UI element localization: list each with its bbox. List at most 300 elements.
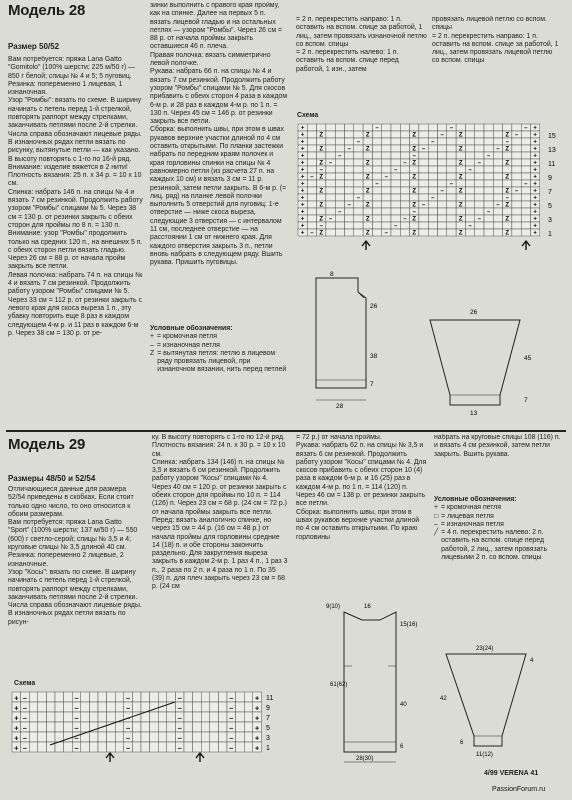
chart-symbol: Z — [365, 216, 370, 223]
chart-symbol: – — [310, 174, 314, 181]
chart-cell — [438, 152, 447, 159]
chart-symbol: + — [254, 713, 260, 723]
chart-cell — [132, 702, 141, 712]
chart-cell — [317, 124, 326, 131]
chart-cell — [428, 145, 437, 152]
chart-cell — [158, 742, 167, 752]
diagram-h1-label: 61(62) — [330, 682, 348, 688]
model28-col3-top: = 2 п. перекрестить направо: 1 п. оставить на вспом. спице за работой, 1 лиц., затем провязать изнаночной петлю со вспом. спицы = 2 п. перекрестить налево: 1 п. оставить на вспом. спице перед работой, 1 изн., затем — [296, 16, 427, 73]
chart-symbol: Z — [365, 146, 370, 153]
chart-cell — [218, 722, 227, 732]
chart-cell — [46, 732, 55, 742]
chart-cell — [210, 722, 219, 732]
row-label: 3 — [548, 217, 552, 224]
chart-cell — [410, 138, 419, 145]
chart-symbol: Z — [458, 202, 463, 209]
chart-cell — [326, 124, 335, 131]
chart-cell — [307, 145, 316, 152]
chart-symbol: + — [533, 167, 537, 174]
row-label: 3 — [266, 735, 270, 742]
chart-cell — [512, 152, 521, 159]
chart-cell — [345, 159, 354, 166]
chart-cell — [210, 702, 219, 712]
legend-slipped-stitch: = вытянутая петля: петлю в лицевом ряду провязать лицевой, при изнаночном вязании, нить перед петлей — [157, 349, 287, 374]
chart-symbol: – — [496, 146, 500, 153]
chart-cell — [132, 742, 141, 752]
chart-cell — [512, 124, 521, 131]
chart-cell — [29, 722, 38, 732]
chart-cell — [493, 187, 502, 194]
chart-symbol: Z — [365, 160, 370, 167]
chart-cell — [81, 692, 90, 702]
chart-cell — [354, 208, 363, 215]
chart-cell — [307, 159, 316, 166]
chart-symbol: – — [440, 188, 444, 195]
chart-cell — [475, 201, 484, 208]
model28-scheme-row-labels — [548, 133, 556, 238]
chart-cell — [382, 166, 391, 173]
chart-cell — [419, 222, 428, 229]
chart-symbol: – — [125, 723, 131, 733]
chart-cell — [391, 138, 400, 145]
chart-cell — [484, 159, 493, 166]
chart-cell — [493, 180, 502, 187]
chart-symbol: Z — [319, 202, 324, 209]
chart-cell — [447, 187, 456, 194]
chart-symbol: – — [177, 713, 182, 723]
legend-purl-stitch: = изнаночная петля — [156, 341, 220, 349]
chart-cell — [438, 229, 447, 236]
chart-cell — [345, 187, 354, 194]
chart-symbol: + — [300, 139, 305, 146]
chart-cell — [81, 712, 90, 722]
chart-cell — [382, 180, 391, 187]
chart-cell — [345, 166, 354, 173]
chart-cell — [244, 702, 253, 712]
chart-symbol: + — [300, 216, 305, 223]
chart-cell — [335, 145, 344, 152]
chart-cell — [150, 722, 159, 732]
chart-cell — [438, 215, 447, 222]
chart-cell — [391, 145, 400, 152]
chart-cell — [317, 180, 326, 187]
chart-cell — [503, 180, 512, 187]
chart-cell — [363, 124, 372, 131]
repeat-arrows — [362, 241, 530, 250]
chart-symbol: + — [300, 195, 305, 202]
chart-symbol: – — [347, 146, 351, 153]
chart-cell — [372, 229, 381, 236]
model29-title: Модель 29 — [8, 436, 86, 453]
chart-symbol: Z — [412, 132, 417, 139]
chart-symbol: – — [328, 160, 333, 167]
chart-cell — [236, 692, 245, 702]
chart-cell — [55, 692, 64, 702]
legend-title: Условные обозначения: — [150, 325, 233, 332]
chart-symbol: – — [319, 223, 323, 230]
chart-cell — [345, 152, 354, 159]
chart-cell — [400, 194, 409, 201]
chart-symbol: – — [74, 743, 79, 753]
chart-symbol: + — [300, 174, 305, 181]
chart-cell — [493, 194, 502, 201]
chart-cell — [382, 145, 391, 152]
chart-cell — [307, 166, 316, 173]
chart-cell — [521, 166, 530, 173]
chart-symbol: – — [524, 181, 528, 188]
row-label: 11 — [266, 695, 274, 702]
chart-cell — [465, 131, 474, 138]
chart-cell — [218, 692, 227, 702]
chart-cell — [244, 712, 253, 722]
chart-symbol: + — [14, 723, 19, 733]
chart-cell — [193, 702, 202, 712]
chart-cell — [64, 692, 73, 702]
chart-cell — [475, 173, 484, 180]
chart-cell — [512, 180, 521, 187]
chart-cell — [326, 173, 335, 180]
chart-cell — [428, 152, 437, 159]
chart-symbol: Z — [412, 146, 417, 153]
chart-cell — [521, 173, 530, 180]
chart-cell — [400, 145, 409, 152]
chart-symbol: – — [319, 167, 323, 174]
chart-cell — [410, 180, 419, 187]
chart-cell — [184, 732, 193, 742]
chart-cell — [29, 712, 38, 722]
chart-cell — [363, 222, 372, 229]
chart-cell — [150, 742, 159, 752]
chart-symbol: – — [74, 693, 79, 703]
row-label: 1 — [548, 231, 552, 238]
chart-cell — [132, 712, 141, 722]
chart-cell — [317, 194, 326, 201]
chart-cell — [150, 732, 159, 742]
chart-cell — [307, 194, 316, 201]
chart-cell — [38, 732, 47, 742]
chart-cell — [475, 222, 484, 229]
chart-cell — [55, 702, 64, 712]
chart-symbol: – — [496, 202, 500, 209]
chart-cell — [141, 702, 150, 712]
chart-cell — [132, 692, 141, 702]
chart-symbol: Z — [505, 160, 510, 167]
chart-cell — [372, 152, 381, 159]
chart-cell — [201, 692, 210, 702]
chart-cell — [81, 742, 90, 752]
diagram-h2-label: 15(16) — [400, 622, 418, 628]
chart-cell — [493, 215, 502, 222]
chart-cell — [132, 732, 141, 742]
chart-cell — [326, 131, 335, 138]
chart-cell — [521, 187, 530, 194]
model28-title: Модель 28 — [8, 2, 86, 19]
legend-title: Условные обозначения: — [434, 496, 517, 503]
chart-cell — [438, 180, 447, 187]
chart-cell — [419, 194, 428, 201]
chart-cell — [493, 229, 502, 236]
chart-cell — [475, 152, 484, 159]
chart-symbol: + — [533, 181, 537, 188]
body-outline — [344, 612, 396, 752]
chart-cell — [326, 208, 335, 215]
chart-cell — [465, 138, 474, 145]
chart-cell — [512, 138, 521, 145]
chart-cell — [38, 712, 47, 722]
chart-symbol: – — [22, 743, 28, 753]
chart-symbol: – — [125, 703, 131, 713]
chart-symbol: – — [74, 723, 79, 733]
chart-symbol: – — [356, 195, 361, 202]
model28-col2: зинки выполнить с правого края пройму, как на спинке. Далее на первых 5 п. вязать лицевой гладью и на остальных петлях — узором "Ромбы". Через 26 см = 88 р. от начала проймы закрыть оставшиеся 46 п. плеча. Правая полочка: вязать симметрично левой полочке. Рукава: набрать 66 п. на спицы № 4 и вязать 7 см резинкой. Продолжить работу узором "Ромбы" спицами № 5. Для скосов прибавить с обеих сторон 4 раза в каждом 6-м р. и 28 раз в каждом 4-м р. по 1 п. = 130 п. Через 45 см = 146 р. от резинки закрыть все петли. Сборка: выполнить швы, при этом в швах рукавов верхние участки длиной по 4 см оставить открытыми. По планки застежки набрать по передним краям полочек и края горловины спинки на спицы № 4 равномерно петли (из расчета 27 п. на каждых 10 см) и вязать 3 см = 11 р. резинкой, затем петли закрыть. В 6-м р. (= лиц. ряд) на планке левой полочки выполнить 5 отверстий для пуговиц: 1-е отверстие — ниже скоса выреза, следующие 3 отверстия — с интервалом 11 см, последнее отверстие — на расстоянии 1 см от нижнего края. Для каждого отверстия закрыть 3 п., петли вновь набрать в следующем ряду. Вшить рукава. Пришить пуговицы. — [150, 2, 288, 267]
chart-symbol: + — [533, 160, 537, 167]
chart-cell — [419, 131, 428, 138]
diagram-width-label: 28 — [336, 403, 344, 410]
chart-symbol: – — [356, 139, 361, 146]
chart-cell — [465, 145, 474, 152]
chart-symbol: – — [384, 174, 389, 181]
chart-cell — [354, 131, 363, 138]
edge-stitch-symbol: + — [150, 333, 155, 341]
chart-cell — [475, 145, 484, 152]
chart-cell — [391, 180, 400, 187]
chart-cell — [107, 712, 116, 722]
chart-symbol: + — [300, 188, 305, 195]
chart-cell — [400, 187, 409, 194]
chart-cell — [447, 131, 456, 138]
chart-cell — [475, 138, 484, 145]
chart-cell — [64, 702, 73, 712]
chart-cell — [46, 692, 55, 702]
chart-cell — [465, 124, 474, 131]
chart-cell — [158, 732, 167, 742]
repeat-arrow-left — [362, 241, 370, 250]
chart-symbol: + — [254, 743, 260, 753]
repeat-arrow-right — [522, 241, 530, 250]
chart-cell — [465, 173, 474, 180]
chart-cell — [475, 131, 484, 138]
chart-symbol: + — [300, 202, 305, 209]
chart-cell — [307, 124, 316, 131]
chart-cell — [400, 222, 409, 229]
chart-cell — [465, 159, 474, 166]
row-label: 9 — [548, 175, 552, 182]
chart-cell — [465, 229, 474, 236]
chart-cell — [503, 208, 512, 215]
chart-cell — [428, 124, 437, 131]
chart-cell — [456, 180, 465, 187]
chart-cell — [475, 208, 484, 215]
sleeve-h1-label: 42 — [440, 696, 447, 702]
chart-cell — [218, 712, 227, 722]
chart-cell — [345, 124, 354, 131]
chart-cell — [29, 732, 38, 742]
chart-cell — [447, 215, 456, 222]
chart-symbol: – — [229, 743, 234, 753]
chart-cell — [419, 138, 428, 145]
chart-cell — [493, 159, 502, 166]
chart-cell — [354, 145, 363, 152]
chart-symbol: – — [393, 167, 398, 174]
chart-cell — [475, 187, 484, 194]
chart-cell — [345, 222, 354, 229]
chart-symbol: Z — [458, 146, 463, 153]
chart-cell — [307, 201, 316, 208]
chart-cell — [484, 138, 493, 145]
chart-symbol: – — [384, 230, 389, 237]
chart-cell — [465, 180, 474, 187]
chart-symbol: + — [300, 153, 305, 160]
chart-symbol: – — [22, 723, 28, 733]
chart-cell — [29, 742, 38, 752]
chart-cell — [484, 229, 493, 236]
chart-cell — [521, 131, 530, 138]
chart-cell — [326, 152, 335, 159]
row-label: 9 — [266, 705, 270, 712]
chart-cell — [456, 152, 465, 159]
chart-cell — [335, 124, 344, 131]
chart-cell — [391, 201, 400, 208]
chart-symbol: – — [177, 743, 182, 753]
chart-symbol: – — [229, 733, 234, 743]
chart-symbol: Z — [458, 132, 463, 139]
slipped-stitch-symbol: Z — [150, 349, 155, 357]
chart-cell — [475, 180, 484, 187]
sleeve-h1-label: 45 — [524, 355, 532, 362]
model28-sleeve-diagram — [420, 300, 562, 420]
chart-cell — [512, 222, 521, 229]
chart-cell — [29, 692, 38, 702]
chart-cell — [89, 732, 98, 742]
chart-cell — [484, 180, 493, 187]
chart-cell — [218, 742, 227, 752]
chart-cell — [236, 722, 245, 732]
diagram-neck-label: 16 — [364, 604, 371, 610]
legend-edge-stitch: = кромочная петля — [157, 333, 218, 341]
chart-cell — [456, 208, 465, 215]
chart-cell — [438, 173, 447, 180]
chart-symbol: Z — [365, 188, 370, 195]
chart-symbol: + — [533, 153, 537, 160]
chart-cell — [193, 712, 202, 722]
chart-cell — [503, 166, 512, 173]
chart-cell — [317, 208, 326, 215]
diagram-h2-label: 38 — [370, 353, 378, 360]
chart-cell — [447, 222, 456, 229]
chart-symbol: – — [375, 125, 379, 132]
diagram-h3-label: 40 — [400, 702, 407, 708]
chart-cell — [218, 702, 227, 712]
chart-cell — [158, 692, 167, 702]
chart-cell — [428, 159, 437, 166]
chart-cell — [428, 208, 437, 215]
chart-cell — [236, 742, 245, 752]
chart-cell — [307, 180, 316, 187]
chart-cell — [335, 180, 344, 187]
chart-cell — [363, 180, 372, 187]
chart-cell — [447, 229, 456, 236]
chart-cell — [419, 187, 428, 194]
chart-cell — [345, 229, 354, 236]
chart-cell — [335, 194, 344, 201]
chart-cell — [391, 187, 400, 194]
chart-symbol: + — [533, 139, 537, 146]
chart-symbol: Z — [365, 202, 370, 209]
chart-symbol: + — [533, 195, 537, 202]
diagram-h3-label: 7 — [370, 381, 374, 388]
chart-symbol: – — [125, 693, 131, 703]
chart-symbol: + — [300, 167, 305, 174]
chart-cell — [115, 692, 124, 702]
chart-cell — [400, 229, 409, 236]
chart-cell — [382, 124, 391, 131]
sleeve-outline — [430, 320, 520, 405]
chart-cell — [335, 166, 344, 173]
chart-cell — [184, 702, 193, 712]
chart-symbol: + — [14, 733, 19, 743]
chart-cell — [493, 208, 502, 215]
row-label: 5 — [266, 725, 270, 732]
chart-symbol: – — [514, 188, 519, 195]
legend-purl-stitch: = изнаночная петля — [440, 520, 504, 528]
chart-cell — [465, 187, 474, 194]
chart-symbol: + — [254, 723, 260, 733]
chart-symbol: – — [22, 733, 28, 743]
chart-cell — [184, 712, 193, 722]
chart-symbol: – — [524, 125, 528, 132]
chart-cell — [345, 194, 354, 201]
chart-symbol: + — [533, 174, 537, 181]
chart-cell — [363, 152, 372, 159]
chart-cell — [372, 215, 381, 222]
chart-cell — [167, 692, 176, 702]
model29-scheme-row-labels — [266, 695, 273, 752]
chart-cell — [428, 166, 437, 173]
chart-cell — [158, 722, 167, 732]
chart-cell — [29, 702, 38, 712]
chart-cell — [354, 152, 363, 159]
chart-cell — [89, 712, 98, 722]
chart-cell — [456, 222, 465, 229]
chart-cell — [244, 742, 253, 752]
row-label: 5 — [548, 203, 552, 210]
row-label: 15 — [548, 133, 556, 140]
chart-cell — [493, 222, 502, 229]
chart-cell — [484, 194, 493, 201]
chart-symbol: + — [300, 230, 305, 237]
chart-cell — [193, 732, 202, 742]
chart-cell — [447, 166, 456, 173]
chart-cell — [438, 222, 447, 229]
chart-symbol: + — [254, 693, 260, 703]
row-label: 7 — [548, 189, 552, 196]
chart-cell — [115, 722, 124, 732]
chart-cell — [210, 742, 219, 752]
chart-cell — [335, 138, 344, 145]
chart-cell — [55, 712, 64, 722]
row-label: 1 — [266, 745, 270, 752]
chart-cell — [382, 131, 391, 138]
chart-cell — [141, 692, 150, 702]
chart-symbol: – — [310, 230, 314, 237]
chart-symbol: – — [431, 195, 435, 202]
sleeve-h2-label: 6 — [460, 740, 464, 746]
chart-symbol: – — [477, 216, 482, 223]
chart-symbol: + — [14, 693, 19, 703]
chart-cell — [335, 201, 344, 208]
chart-cell — [46, 702, 55, 712]
chart-cell — [201, 722, 210, 732]
